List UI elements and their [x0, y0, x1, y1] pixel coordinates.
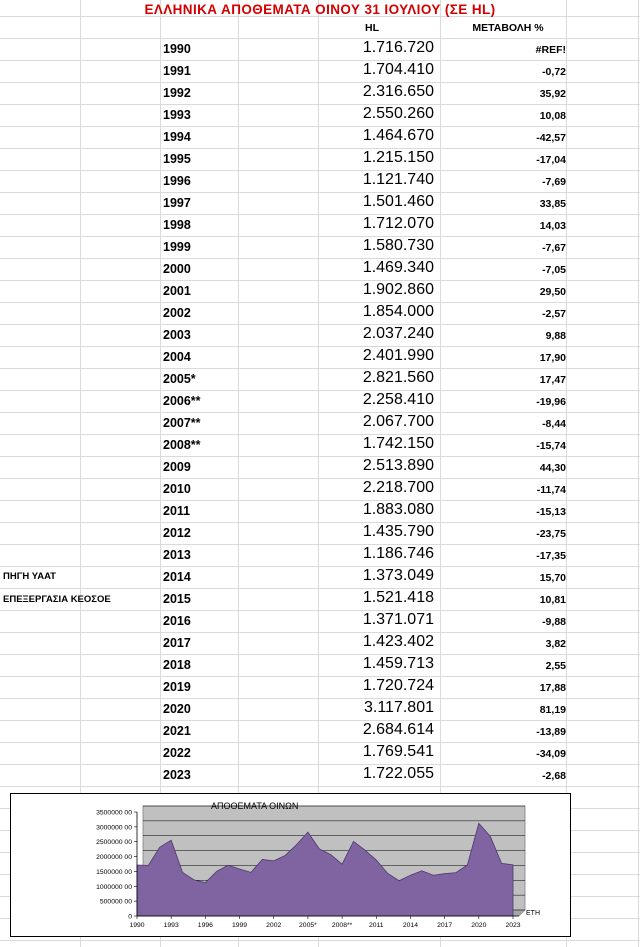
year-cell: 1993 [163, 108, 191, 122]
sheet-title: ΕΛΛΗΝΙΚΑ ΑΠΟΘΕΜΑΤΑ ΟΙΝΟΥ 31 ΙΟΥΛΙΟΥ (ΣΕ HL) [144, 2, 496, 17]
change-cell: -2,57 [542, 308, 566, 320]
x-tick-label: 2002 [266, 922, 282, 929]
change-cell: 17,88 [539, 682, 566, 694]
hl-cell: 1.769.541 [362, 743, 434, 760]
hl-cell: 1.373.049 [362, 567, 434, 584]
year-cell: 2018 [163, 658, 191, 672]
year-cell: 2012 [163, 526, 191, 540]
change-cell: 17,90 [539, 352, 566, 364]
y-tick-label: 0 [128, 913, 132, 921]
year-cell: 2009 [163, 460, 191, 474]
hl-cell: 2.258.410 [362, 391, 434, 408]
hl-cell: 2.316.650 [362, 83, 434, 100]
y-tick-label: 3500000 00 [96, 809, 132, 817]
change-cell: #REF! [535, 44, 566, 56]
year-cell: 2003 [163, 328, 191, 342]
change-cell: 17,47 [539, 374, 566, 386]
year-cell: 2013 [163, 548, 191, 562]
y-tick-label: 3000000 00 [96, 824, 132, 832]
year-cell: 2015 [163, 592, 191, 606]
hl-cell: 2.067.700 [362, 413, 434, 430]
hl-cell: 2.550.260 [362, 105, 434, 122]
year-cell: 2020 [163, 702, 191, 716]
grid-line [0, 786, 640, 787]
y-tick-label: 2000000 00 [96, 854, 132, 862]
year-cell: 1990 [163, 42, 191, 56]
change-cell: -9,88 [542, 616, 566, 628]
change-cell: 10,08 [539, 110, 566, 122]
hl-cell: 2.821.560 [362, 369, 434, 386]
change-cell: 33,85 [539, 198, 566, 210]
hl-cell: 2.684.614 [362, 721, 434, 738]
change-cell: -19,96 [536, 396, 566, 408]
year-cell: 2019 [163, 680, 191, 694]
change-cell: -34,09 [536, 748, 566, 760]
year-cell: 1991 [163, 64, 191, 78]
x-tick-label: 2023 [505, 922, 521, 929]
change-cell: -2,68 [542, 770, 566, 782]
year-cell: 2007** [163, 416, 201, 430]
year-cell: 2023 [163, 768, 191, 782]
year-cell: 1996 [163, 174, 191, 188]
hl-cell: 1.459.713 [362, 655, 434, 672]
hl-cell: 1.883.080 [362, 501, 434, 518]
year-cell: 2017 [163, 636, 191, 650]
year-cell: 2010 [163, 482, 191, 496]
hl-cell: 1.521.418 [362, 589, 434, 606]
year-cell: 1998 [163, 218, 191, 232]
change-column-header: ΜΕΤΑΒΟΛΗ % [472, 22, 544, 34]
year-cell: 1999 [163, 240, 191, 254]
change-cell: 81,19 [539, 704, 566, 716]
y-tick-label: 1000000 00 [96, 883, 132, 891]
chart-x-axis-label: ΕΤΗ [526, 910, 540, 917]
change-cell: -11,74 [536, 484, 566, 496]
hl-cell: 1.423.402 [362, 633, 434, 650]
hl-cell: 1.712.070 [362, 215, 434, 232]
grid-line [0, 940, 640, 941]
change-cell: -7,67 [542, 242, 566, 254]
year-cell: 2004 [163, 350, 191, 364]
x-tick-label: 1999 [231, 922, 248, 929]
hl-cell: 1.464.670 [362, 127, 434, 144]
change-cell: 2,55 [545, 660, 566, 672]
change-cell: -8,44 [542, 418, 566, 430]
hl-cell: 1.435.790 [362, 523, 434, 540]
year-cell: 2002 [163, 306, 191, 320]
x-tick-label: 2020 [471, 922, 487, 929]
change-cell: -15,13 [536, 506, 566, 518]
hl-cell: 1.742.150 [362, 435, 434, 452]
change-cell: -0,72 [542, 66, 566, 78]
year-cell: 2001 [163, 284, 191, 298]
chart-title: ΑΠΟΘΕΜΑΤΑ ΟΙΝΩΝ [211, 801, 299, 811]
x-tick-label: 2017 [437, 922, 453, 929]
hl-cell: 1.371.071 [362, 611, 434, 628]
hl-cell: 1.722.055 [362, 765, 434, 782]
year-cell: 1992 [163, 86, 191, 100]
processing-note: ΕΠΕΞΕΡΓΑΣΙΑ ΚΕΟΣΟΕ [3, 594, 111, 605]
year-cell: 2008** [163, 438, 201, 452]
x-tick-label: 1990 [129, 922, 145, 929]
year-cell: 1994 [163, 130, 191, 144]
year-cell: 2014 [163, 570, 191, 584]
x-tick-label: 1993 [163, 922, 179, 929]
stock-chart-svg [11, 794, 569, 935]
y-tick-label: 500000 00 [99, 898, 132, 906]
stock-chart[interactable] [10, 793, 571, 937]
change-cell: 29,50 [539, 286, 566, 298]
change-cell: 44,30 [539, 462, 566, 474]
year-cell: 2021 [163, 724, 191, 738]
hl-cell: 1.854.000 [362, 303, 434, 320]
change-cell: 10,81 [539, 594, 566, 606]
change-cell: -7,05 [542, 264, 566, 276]
year-cell: 2016 [163, 614, 191, 628]
y-tick-label: 2500000 00 [96, 839, 132, 847]
year-cell: 2000 [163, 262, 191, 276]
change-cell: -7,69 [542, 176, 566, 188]
x-tick-label: 2011 [368, 922, 384, 929]
hl-cell: 2.218.700 [362, 479, 434, 496]
change-cell: -23,75 [536, 528, 566, 540]
change-cell: 3,82 [545, 638, 566, 650]
x-tick-label: 2008** [331, 922, 353, 929]
hl-cell: 1.215.150 [362, 149, 434, 166]
hl-cell: 1.501.460 [362, 193, 434, 210]
change-cell: 14,03 [539, 220, 566, 232]
year-cell: 1997 [163, 196, 191, 210]
hl-column-header: HL [365, 22, 379, 34]
year-cell: 2006** [163, 394, 201, 408]
year-cell: 2005* [163, 372, 196, 386]
grid-line [638, 0, 639, 947]
hl-cell: 1.469.340 [362, 259, 434, 276]
year-cell: 2022 [163, 746, 191, 760]
y-tick-label: 1500000 00 [96, 868, 132, 876]
hl-cell: 3.117.801 [364, 699, 434, 716]
change-cell: 9,88 [545, 330, 566, 342]
hl-cell: 2.401.990 [362, 347, 434, 364]
source-note: ΠΗΓΗ ΥΑΑΤ [3, 571, 56, 582]
x-tick-label: 2014 [402, 922, 419, 929]
hl-cell: 1.580.730 [362, 237, 434, 254]
change-cell: -17,04 [536, 154, 566, 166]
change-cell: 35,92 [539, 88, 566, 100]
hl-cell: 2.037.240 [362, 325, 434, 342]
hl-cell: 1.716.720 [362, 39, 434, 56]
change-cell: -13,89 [536, 726, 566, 738]
x-tick-label: 2005* [299, 922, 317, 929]
x-tick-label: 1996 [197, 922, 213, 929]
year-cell: 2011 [163, 504, 191, 518]
year-cell: 1995 [163, 152, 191, 166]
hl-cell: 1.704.410 [362, 61, 434, 78]
change-cell: 15,70 [539, 572, 566, 584]
change-cell: -17,35 [536, 550, 566, 562]
change-cell: -42,57 [536, 132, 566, 144]
hl-cell: 1.121.740 [362, 171, 434, 188]
hl-cell: 1.902.860 [362, 281, 434, 298]
hl-cell: 1.186.746 [362, 545, 434, 562]
hl-cell: 2.513.890 [362, 457, 434, 474]
change-cell: -15,74 [536, 440, 566, 452]
hl-cell: 1.720.724 [362, 677, 434, 694]
